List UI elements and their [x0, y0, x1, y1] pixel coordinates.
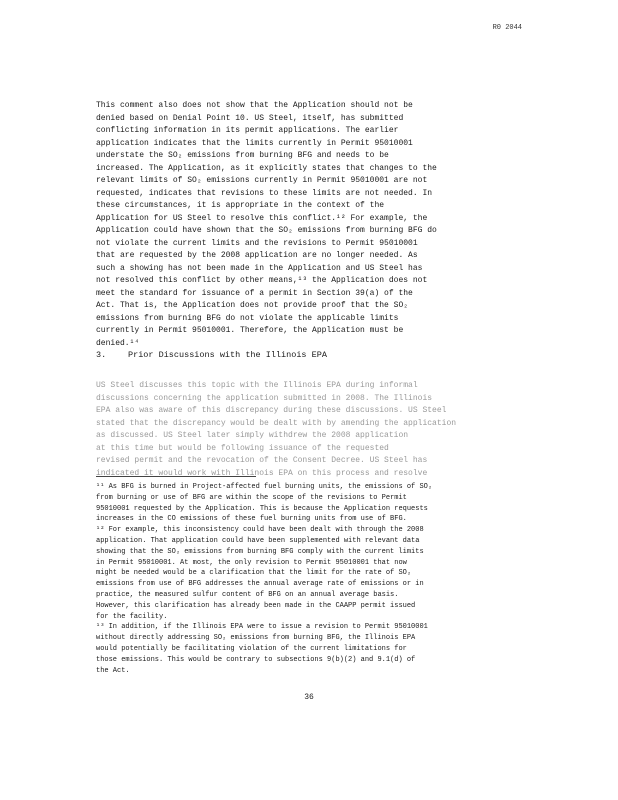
section-number: 3.: [96, 350, 107, 360]
footnote-line: application. That application could have been supplemented with relevant data: [96, 536, 420, 545]
section-title: Prior Discussions with the Illinois EPA: [128, 350, 327, 360]
text-line: increased. The Application, as it explicitly states that changes to the: [96, 163, 437, 173]
page-number: 36: [304, 693, 314, 702]
footnote-line: ¹³ In addition, if the Illinois EPA were to issue a revision to Permit 95010001: [96, 623, 428, 632]
footnote-divider: [96, 476, 256, 477]
text-line: Application for US Steel to resolve this conflict.¹² For example, the: [96, 213, 428, 223]
text-line: at this time but would be following issuance of the requested: [96, 443, 389, 453]
text-line: these circumstances, it is appropriate in the context of the: [96, 201, 385, 210]
faded-paragraph: [96, 380, 520, 480]
text-line: understate the SO₂ emissions from burning BFG and needs to be: [96, 151, 389, 160]
text-line: indicated it would work with Illinois EPA on this process and resolve: [96, 468, 428, 478]
text-line: revised permit and the revocation of the Consent Decree. US Steel has: [96, 456, 428, 465]
text-line: meet the standard for issuance of a permit in Section 39(a) of the: [96, 288, 413, 298]
footnote-line: would potentially be facilitating violation of the current limitations for: [96, 644, 407, 653]
section-heading: [96, 350, 327, 360]
footnote-line: in Permit 95010001. At most, the only revision to Permit 95010001 that now: [96, 558, 407, 567]
footnotes: [96, 482, 520, 676]
text-line: This comment also does not show that the Application should not be: [96, 101, 413, 110]
text-line: application indicates that the limits currently in Permit 95010001: [96, 138, 413, 148]
footnote-line: practice, the measured sulfur content of BFG on an annual average basis.: [96, 590, 399, 599]
footnote-line: increases in the CO emissions of these fuel burning units from use of BFG.: [96, 515, 407, 524]
footnote-line: might be needed would be a clarification that the limit for the rate of SO₂: [96, 569, 412, 578]
text-line: as discussed. US Steel later simply withdrew the 2008 application: [96, 431, 409, 440]
footnote-line: emissions from use of BFG addresses the annual average rate of emissions or in: [96, 580, 424, 589]
footnote-line: However, this clarification has already been made in the CAAPP permit issued: [96, 601, 416, 610]
text-line: Act. That is, the Application does not provide proof that the SO₂: [96, 301, 409, 310]
footnote-line: 95010001 requested by the Application. This is because the Application requests: [96, 504, 428, 513]
footnote-line: those emissions. This would be contrary to subsections 9(b)(2) and 9.1(d) of: [96, 655, 416, 664]
text-line: Application could have shown that the SO₂ emissions from burning BFG do: [96, 226, 437, 235]
text-line: EPA also was aware of this discrepancy during these discussions. US Steel: [96, 406, 447, 415]
text-line: relevant limits of SO₂ emissions currently in Permit 95010001 are not: [96, 176, 428, 185]
text-line: not violate the current limits and the revisions to Permit 95010001: [96, 238, 418, 248]
text-line: currently in Permit 95010001. Therefore, the Application must be: [96, 326, 404, 335]
text-line: such a showing has not been made in the Application and US Steel has: [96, 263, 423, 273]
footnote-line: ¹¹ As BFG is burned in Project-affected fuel burning units, the emissions of SO₂: [96, 483, 433, 491]
text-line: emissions from burning BFG do not violate the applicable limits: [96, 313, 399, 323]
main-paragraph: [96, 100, 520, 350]
text-line: that are requested by the 2008 application are no longer needed. As: [96, 251, 418, 260]
text-line: not resolved this conflict by other means,¹³ the Application does not: [96, 276, 428, 285]
text-line: requested, indicates that revisions to these limits are not needed. In: [96, 188, 433, 198]
document-code: R0 2044: [492, 24, 522, 32]
footnote-line: from burning or use of BFG are within the scope of the revisions to Permit: [96, 493, 407, 502]
footnote-line: the Act.: [96, 666, 130, 675]
text-line: stated that the discrepancy would be dealt with by amending the application: [96, 418, 457, 428]
footnote-line: showing that the SO₂ emissions from burning BFG comply with the current limits: [96, 547, 424, 556]
text-line: conflicting information in its permit applications. The earlier: [96, 126, 399, 135]
footnote-line: without directly addressing SO₂ emissions from burning BFG, the Illinois EPA: [96, 634, 416, 643]
footnote-line: for the facility.: [96, 612, 168, 621]
footnote-line: ¹² For example, this inconsistency could have been dealt with through the 2008: [96, 526, 424, 535]
text-line: US Steel discusses this topic with the Illinois EPA during informal: [96, 381, 418, 390]
text-line: denied based on Denial Point 10. US Steel, itself, has submitted: [96, 113, 404, 123]
text-line: denied.¹⁴: [96, 338, 140, 348]
text-line: discussions concerning the application submitted in 2008. The Illinois: [96, 393, 433, 403]
